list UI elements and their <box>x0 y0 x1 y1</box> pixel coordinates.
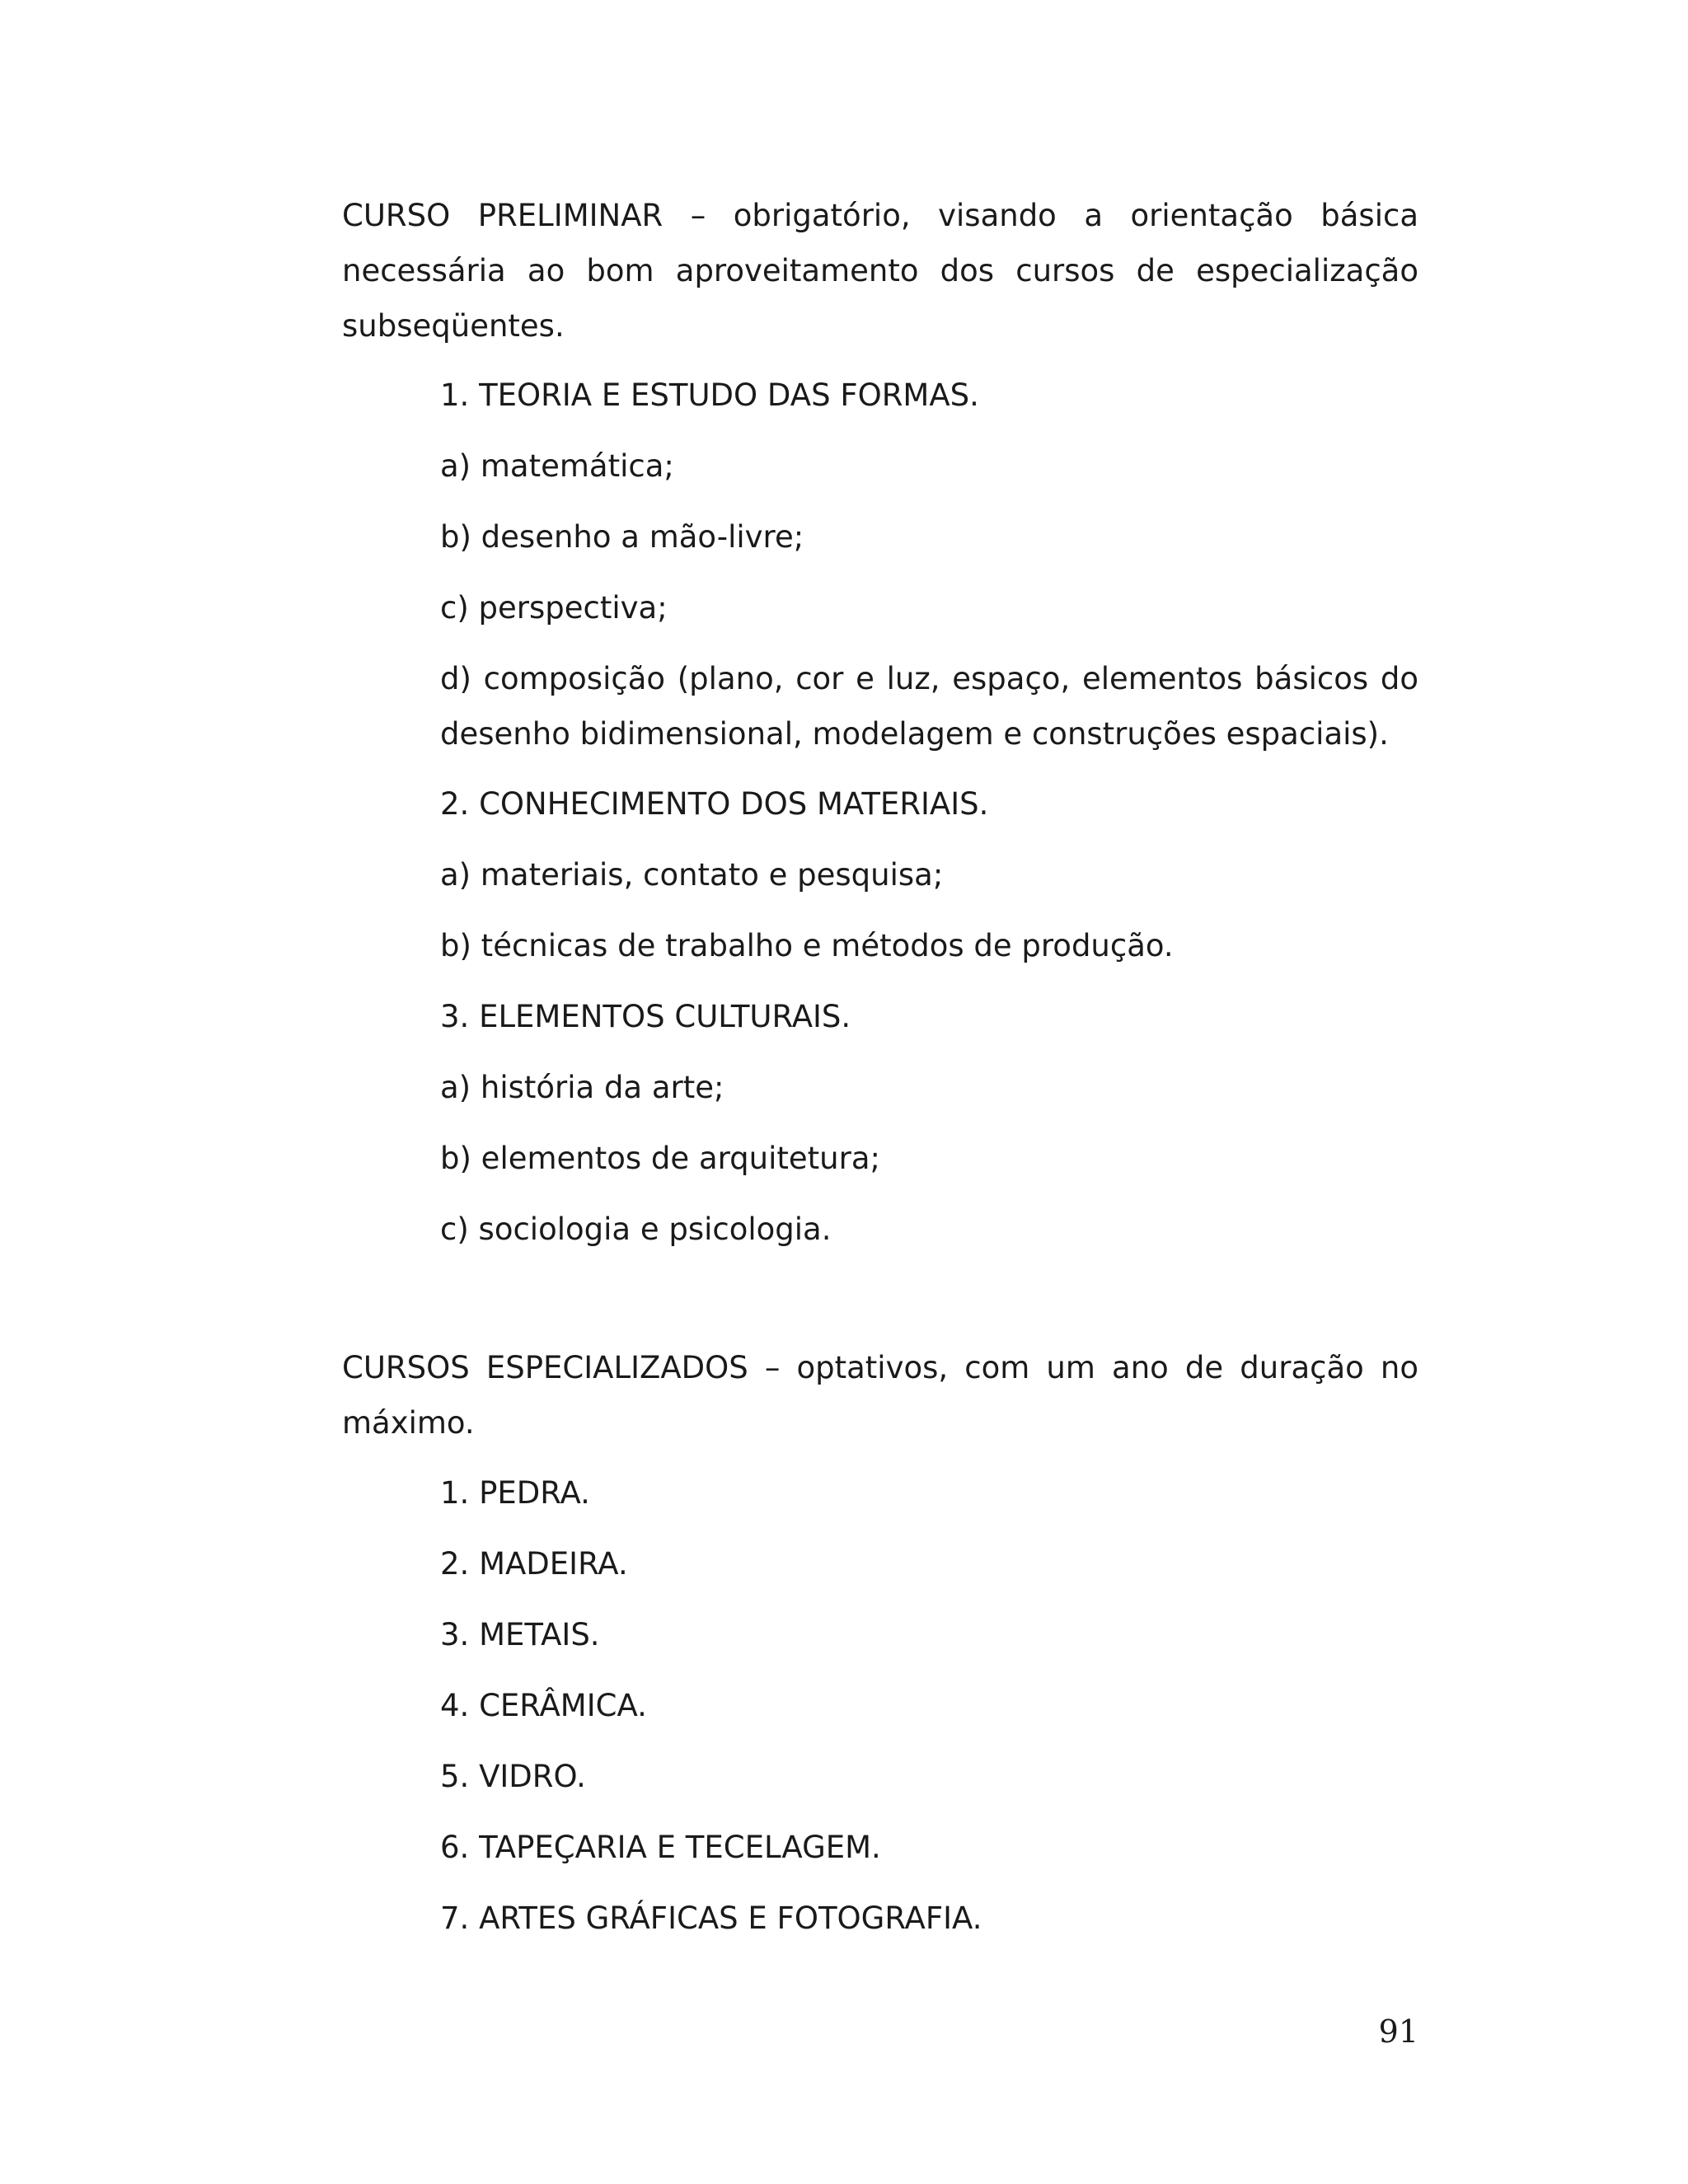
list-item-metais: 3. METAIS. <box>440 1617 600 1652</box>
list-item-tecnicas: b) técnicas de trabalho e métodos de produção. <box>440 928 1174 963</box>
list-item-historia: a) história da arte; <box>440 1070 724 1105</box>
list-item-materiais-heading: 2. CONHECIMENTO DOS MATERIAIS. <box>440 786 989 822</box>
list-item-artes-graficas: 7. ARTES GRÁFICAS E FOTOGRAFIA. <box>440 1900 982 1936</box>
list-item-pedra: 1. PEDRA. <box>440 1475 590 1511</box>
curso-preliminar-paragraph: CURSO PRELIMINAR – obrigatório, visando a orientação básica necessária ao bom aproveitamento dos cursos de especialização subseqüentes. <box>342 198 1418 344</box>
list-item-sociologia: c) sociologia e psicologia. <box>440 1212 832 1247</box>
list-item-arquitetura: b) elementos de arquitetura; <box>440 1141 880 1176</box>
list-item-teoria: 1. TEORIA E ESTUDO DAS FORMAS. <box>440 377 979 413</box>
list-item-perspectiva: c) perspectiva; <box>440 590 668 626</box>
list-item-madeira: 2. MADEIRA. <box>440 1546 628 1582</box>
list-item-vidro: 5. VIDRO. <box>440 1759 586 1794</box>
list-item-ceramica: 4. CERÂMICA. <box>440 1688 647 1723</box>
page-number: 91 <box>1378 2013 1418 2050</box>
list-item-matematica: a) matemática; <box>440 448 674 484</box>
cursos-especializados-paragraph: CURSOS ESPECIALIZADOS – optativos, com um ano de duração no máximo. <box>342 1350 1418 1441</box>
list-item-tapecaria: 6. TAPEÇARIA E TECELAGEM. <box>440 1830 881 1865</box>
list-item-elementos-culturais: 3. ELEMENTOS CULTURAIS. <box>440 999 851 1034</box>
list-item-desenho: b) desenho a mão-livre; <box>440 519 804 555</box>
list-item-composicao: d) composição (plano, cor e luz, espaço, elementos básicos do desenho bidimensional, modelagem e construções espaciais). <box>440 661 1418 752</box>
list-item-materiais: a) materiais, contato e pesquisa; <box>440 857 944 893</box>
